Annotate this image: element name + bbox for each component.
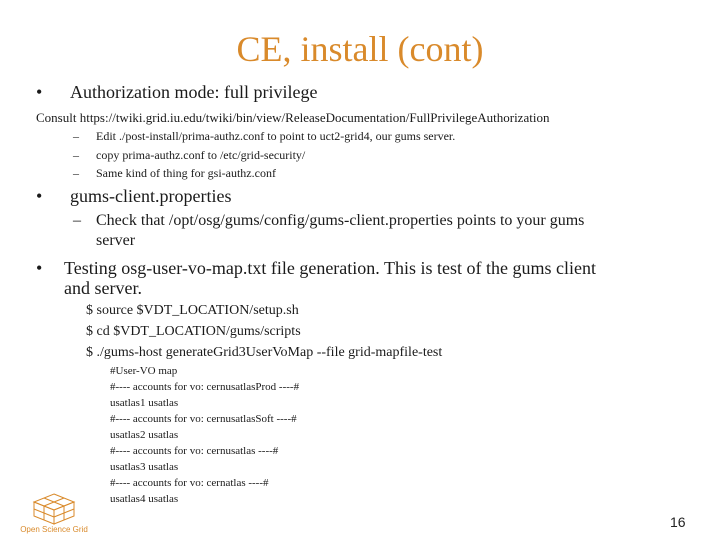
subitem-check-gums-properties-cont: server (96, 232, 136, 249)
dash-glyph: – (73, 148, 79, 162)
output-line: #---- accounts for vo: cernusatlasSoft ----# (110, 413, 297, 425)
bullet-glyph: • (36, 82, 43, 102)
bullet-authorization-mode: Authorization mode: full privilege (70, 82, 318, 102)
output-line: #---- accounts for vo: cernatlas ----# (110, 477, 269, 489)
osg-logo (8, 492, 100, 538)
bullet-gums-client-properties: gums-client.properties (70, 186, 232, 206)
bullet-testing-line-1: Testing osg-user-vo-map.txt file generation. This is test of the gums client (64, 258, 596, 278)
logo-text: Open Science Grid (20, 525, 88, 534)
bullet-testing-line-2: and server. (64, 278, 142, 298)
output-line: usatlas4 usatlas (110, 493, 179, 505)
page-number: 16 (670, 514, 686, 530)
output-line: #---- accounts for vo: cernusatlas ----# (110, 445, 279, 457)
command-line: $ ./gums-host generateGrid3UserVoMap --file grid-mapfile-test (86, 345, 443, 360)
command-line: $ source $VDT_LOCATION/setup.sh (86, 303, 299, 318)
slide-title: CE, install (cont) (236, 29, 484, 69)
output-line: #User-VO map (110, 365, 178, 377)
command-line: $ cd $VDT_LOCATION/gums/scripts (86, 324, 301, 339)
subitem-check-gums-properties: Check that /opt/osg/gums/config/gums-client.properties points to your gums (96, 212, 585, 229)
bullet-glyph: • (36, 186, 43, 206)
dash-glyph: – (73, 166, 79, 180)
output-line: usatlas1 usatlas (110, 397, 179, 409)
dash-glyph: – (73, 129, 79, 143)
output-line: usatlas3 usatlas (110, 461, 179, 473)
output-line: #---- accounts for vo: cernusatlasProd ----# (110, 381, 300, 393)
subitem-copy-prima: copy prima-authz.conf to /etc/grid-security/ (96, 148, 306, 162)
bullet-glyph: • (36, 258, 43, 278)
subitem-edit-prima: Edit ./post-install/prima-authz.conf to point to uct2-grid4, our gums server. (96, 129, 456, 143)
consult-url-line: Consult https://twiki.grid.iu.edu/twiki/bin/view/ReleaseDocumentation/FullPrivilegeAuthorization (36, 110, 550, 125)
grid-cube-icon (8, 492, 100, 526)
output-line: usatlas2 usatlas (110, 429, 179, 441)
dash-glyph: – (73, 212, 81, 229)
subitem-gsi-authz: Same kind of thing for gsi-authz.conf (96, 166, 276, 180)
